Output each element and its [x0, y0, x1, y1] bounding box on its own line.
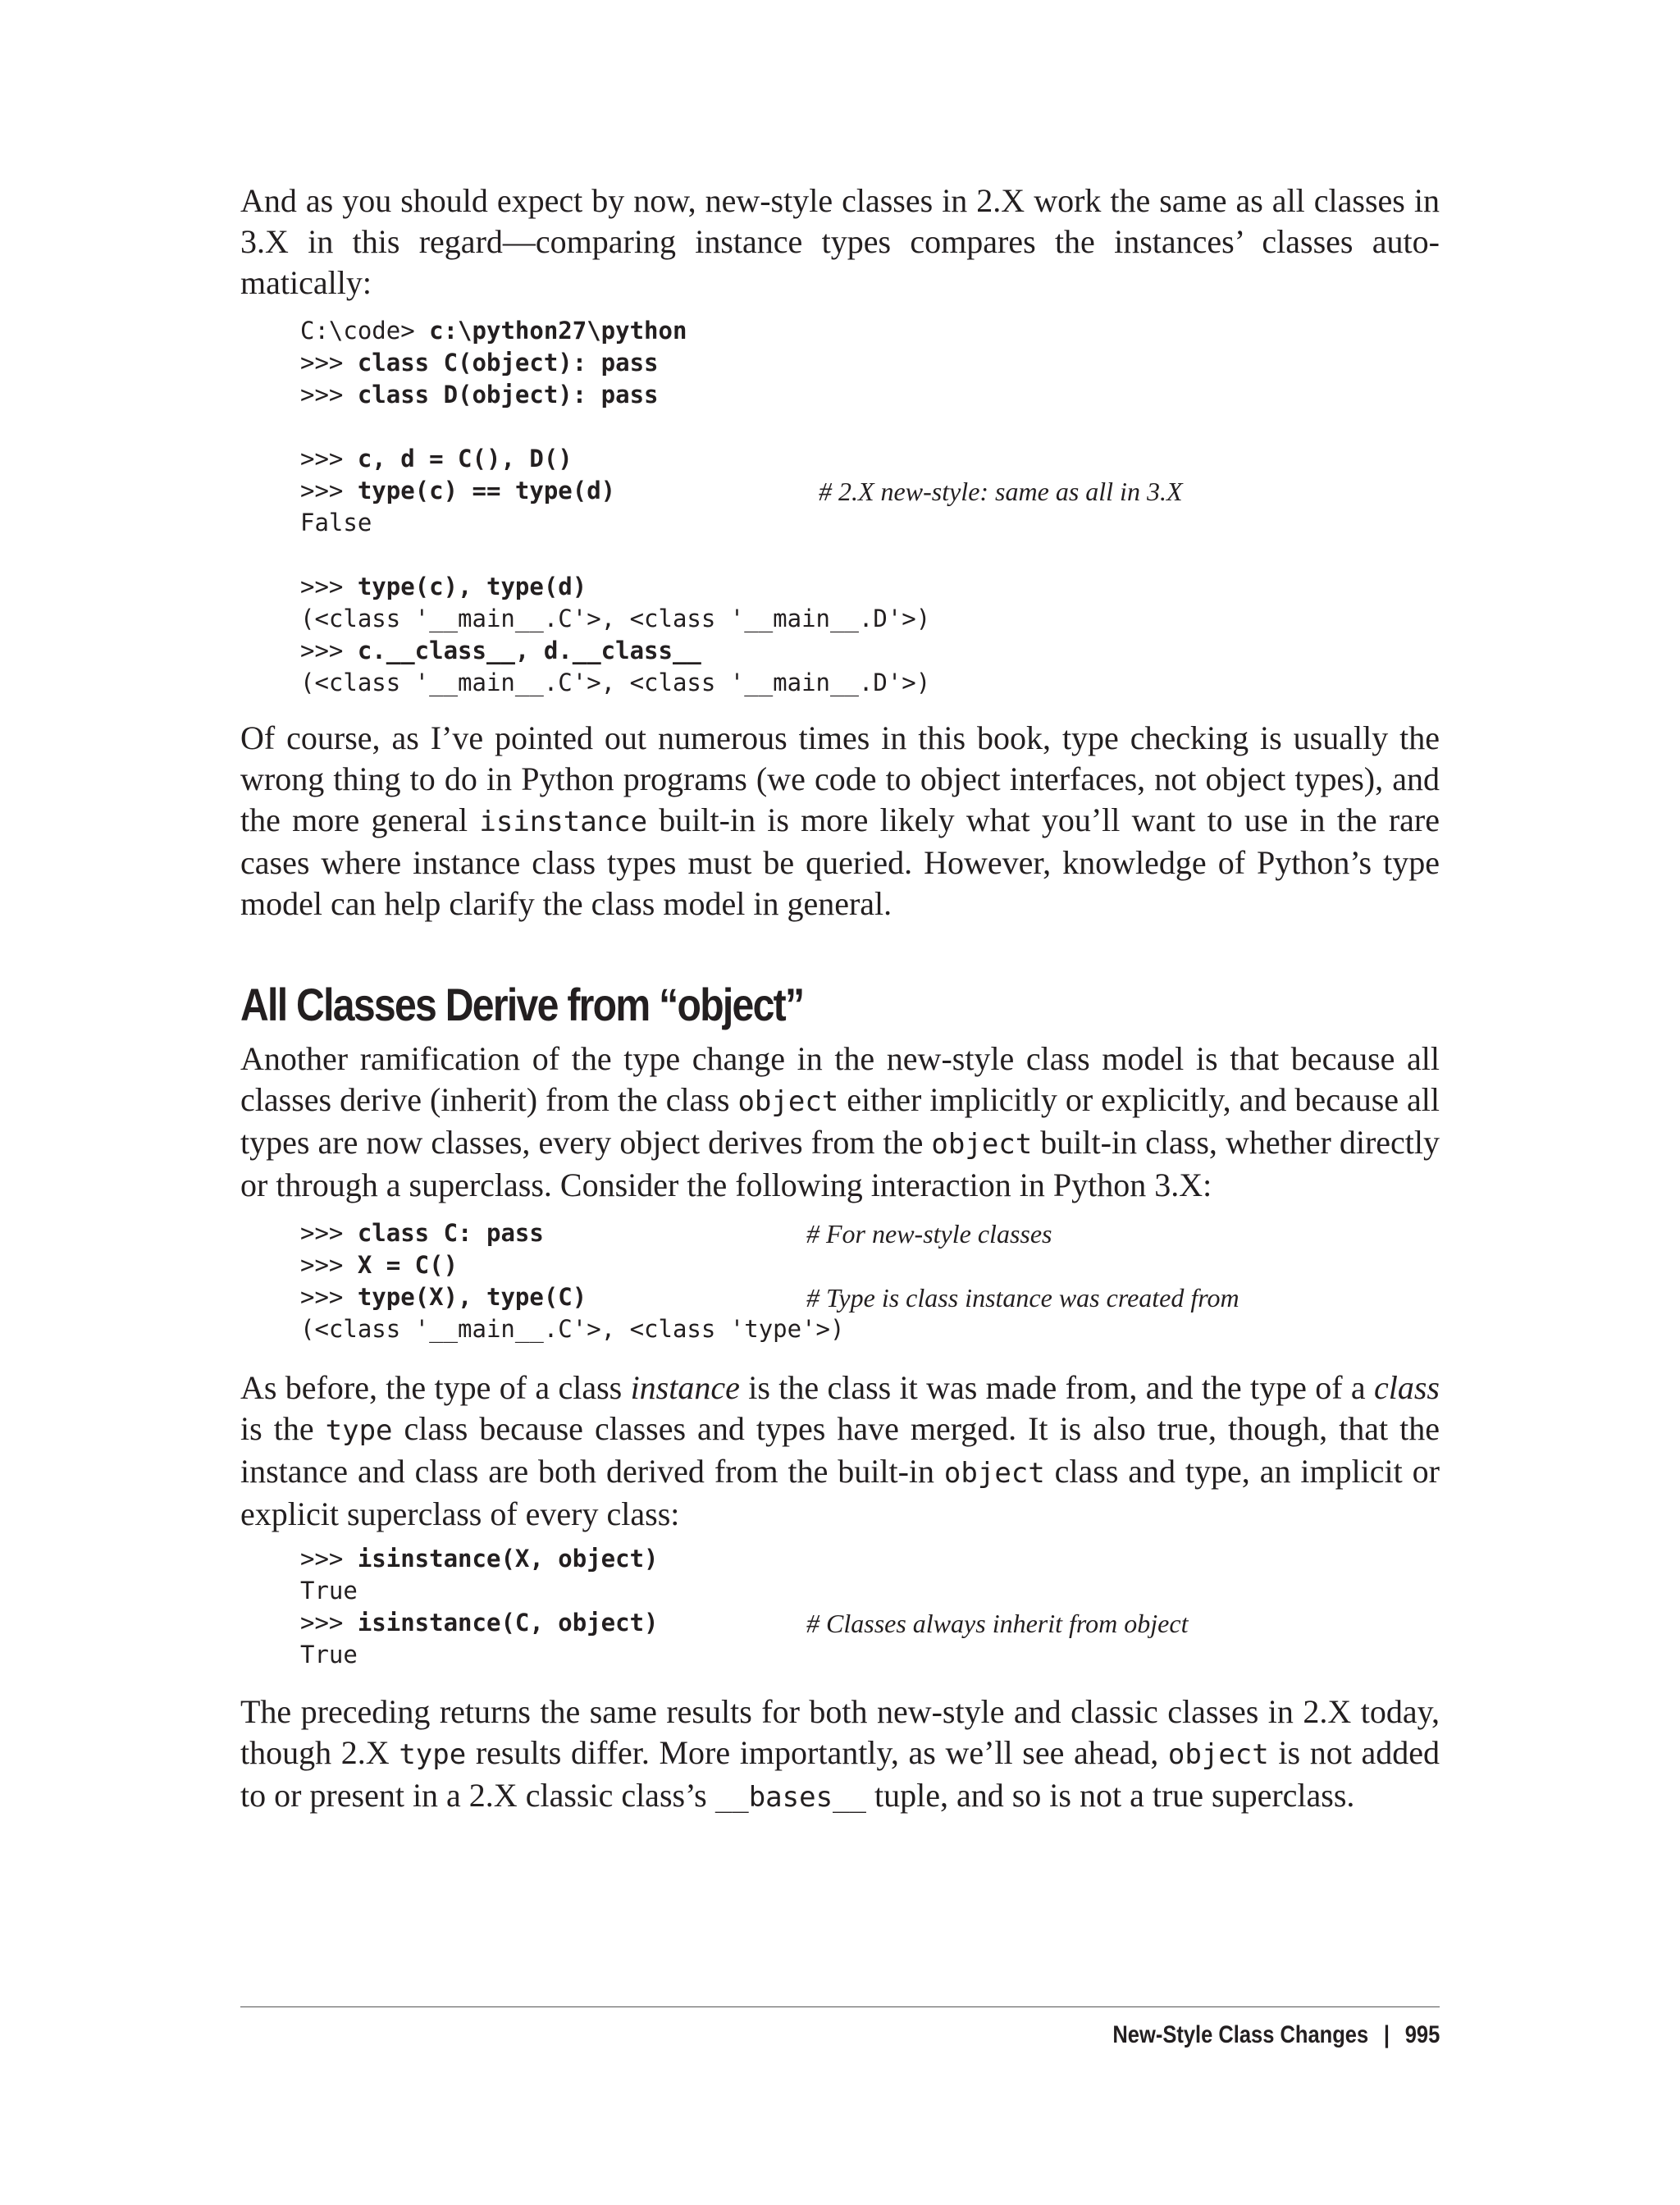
- text-run: As before, the type of a class: [240, 1369, 631, 1406]
- code-line: [300, 445, 930, 477]
- page-number: 995: [1404, 2021, 1440, 2048]
- code-line-blank: [300, 541, 930, 573]
- code-line: [300, 317, 930, 349]
- code-line: [300, 1609, 1189, 1641]
- section-heading: All Classes Derive from “object”: [240, 979, 804, 1030]
- code-bold: type(c) == type(d): [357, 477, 616, 504]
- code-comment: # Classes always inherit from object: [806, 1609, 1189, 1638]
- code-block-3x-types: [300, 1219, 1239, 1347]
- text-run: results differ. More importantly, as we’ll see ahead,: [466, 1734, 1168, 1771]
- paragraph-preceding: [240, 1691, 1440, 1818]
- code-line: [300, 1577, 659, 1609]
- code-plain: >>>: [300, 1219, 358, 1247]
- text-run: class and type, an implicit or explicit superclass of every class:: [240, 1453, 1440, 1532]
- code-output: (<class '__main__.C'>, <class 'type'>): [300, 1315, 845, 1343]
- code-plain: >>>: [300, 573, 358, 600]
- code-bold: X = C(): [357, 1251, 459, 1279]
- inline-code: type: [399, 1738, 467, 1771]
- code-plain: >>>: [300, 1283, 358, 1311]
- code-output: False: [300, 509, 372, 536]
- paragraph-ramification: [240, 1039, 1440, 1206]
- footer-separator: |: [1383, 2021, 1390, 2048]
- inline-code: type: [325, 1414, 393, 1447]
- code-line: [300, 605, 930, 637]
- footer-section-title: New-Style Class Changes: [1112, 2021, 1368, 2048]
- code-plain: >>>: [300, 1545, 358, 1573]
- paragraph-intro: [240, 180, 1440, 304]
- text-run: The preceding returns the same results for both new-style and classic classes in 2.X today, though 2.X: [240, 1693, 1440, 1771]
- text-run: built-in class, whether directly or through a superclass. Consider the following interaction in Python 3.X:: [240, 1124, 1440, 1203]
- text-run: built-in is more likely what you’ll want to use in the rare cases where instance class types must be queried. However, knowledge of Python’s type model can help clarify the class model in general.: [240, 801, 1440, 922]
- text-run: class because classes and types have merged. It is also true, though, that the instance and class are both derived from the built-in: [240, 1410, 1440, 1490]
- footer-rule: [240, 2006, 1440, 2007]
- code-plain: >>>: [300, 477, 358, 504]
- code-line: [300, 637, 930, 669]
- code-line: [300, 349, 930, 381]
- code-line: [300, 1315, 844, 1347]
- inline-code: object: [1167, 1738, 1269, 1771]
- code-bold: type(c), type(d): [357, 573, 587, 600]
- code-bold: c, d = C(), D(): [357, 445, 573, 472]
- code-bold: class D(object): pass: [357, 381, 659, 409]
- inline-code: object: [943, 1457, 1045, 1490]
- inline-code: __bases__: [714, 1781, 866, 1814]
- text-run: tuple, and so is not a true superclass.: [865, 1777, 1355, 1814]
- code-line: [300, 381, 930, 413]
- code-line: [300, 1219, 1052, 1251]
- inline-code: isinstance: [479, 806, 648, 838]
- code-line-blank: [300, 413, 930, 445]
- text-run: is not added to or present in a 2.X classic class’s: [240, 1734, 1440, 1814]
- code-line: [300, 477, 1183, 509]
- code-line: [300, 509, 930, 541]
- text-run: Of course, as I’ve pointed out numerous times in this book, type checking is usually the wrong thing to do in Python programs (we code to object interfaces, not object types), and the more general: [240, 719, 1440, 838]
- code-block-isinstance: [300, 1545, 1189, 1673]
- code-output: (<class '__main__.C'>, <class '__main__.D'>): [300, 669, 931, 696]
- code-block-2x-types: [300, 317, 1183, 701]
- text-run: is the: [240, 1410, 326, 1447]
- code-line: [300, 1283, 1239, 1315]
- code-bold: c.__class__, d.__class__: [357, 637, 701, 664]
- code-line: [300, 669, 930, 701]
- code-comment: # 2.X new-style: same as all in 3.X: [819, 477, 1183, 506]
- code-output: (<class '__main__.C'>, <class '__main__.D'>): [300, 605, 931, 632]
- text-run: is the class it was made from, and the type of a: [739, 1369, 1374, 1406]
- code-line: [300, 1545, 659, 1577]
- code-output: True: [300, 1577, 358, 1605]
- code-bold: isinstance(X, object): [357, 1545, 659, 1573]
- code-plain: C:\code>: [300, 317, 430, 345]
- inline-code: object: [931, 1128, 1033, 1161]
- code-comment: # Type is class instance was created from: [806, 1283, 1239, 1312]
- code-bold: class C(object): pass: [357, 349, 659, 377]
- page-footer: [1112, 2021, 1440, 2049]
- code-bold: isinstance(C, object): [357, 1609, 659, 1637]
- code-plain: >>>: [300, 349, 358, 377]
- code-plain: >>>: [300, 637, 358, 664]
- inline-code: object: [737, 1085, 839, 1118]
- code-line: [300, 1251, 844, 1283]
- emphasis: class: [1374, 1369, 1440, 1406]
- code-bold: type(X), type(C): [357, 1283, 587, 1311]
- paragraph-as-before: [240, 1367, 1440, 1535]
- paragraph-type-checking: [240, 718, 1440, 924]
- code-plain: >>>: [300, 381, 358, 409]
- text-run: Another ramification of the type change in the new-style class model is that because all classes derive (inherit) from the class: [240, 1040, 1440, 1118]
- emphasis: instance: [630, 1369, 740, 1406]
- code-output: True: [300, 1641, 358, 1669]
- paragraph-intro-text: And as you should expect by now, new-style classes in 2.X work the same as all classes in 3.X in this regard—comparing instance types compares the instances’ classes auto-matically:: [240, 182, 1440, 301]
- code-plain: >>>: [300, 445, 358, 472]
- code-line: [300, 573, 930, 605]
- code-bold: c:\python27\python: [429, 317, 687, 345]
- code-line: [300, 1641, 659, 1673]
- text-run: either implicitly or explicitly, and because all types are now classes, every object derives from the: [240, 1081, 1440, 1161]
- code-plain: >>>: [300, 1609, 358, 1637]
- code-comment: # For new-style classes: [806, 1219, 1052, 1249]
- code-plain: >>>: [300, 1251, 358, 1279]
- code-bold: class C: pass: [357, 1219, 544, 1247]
